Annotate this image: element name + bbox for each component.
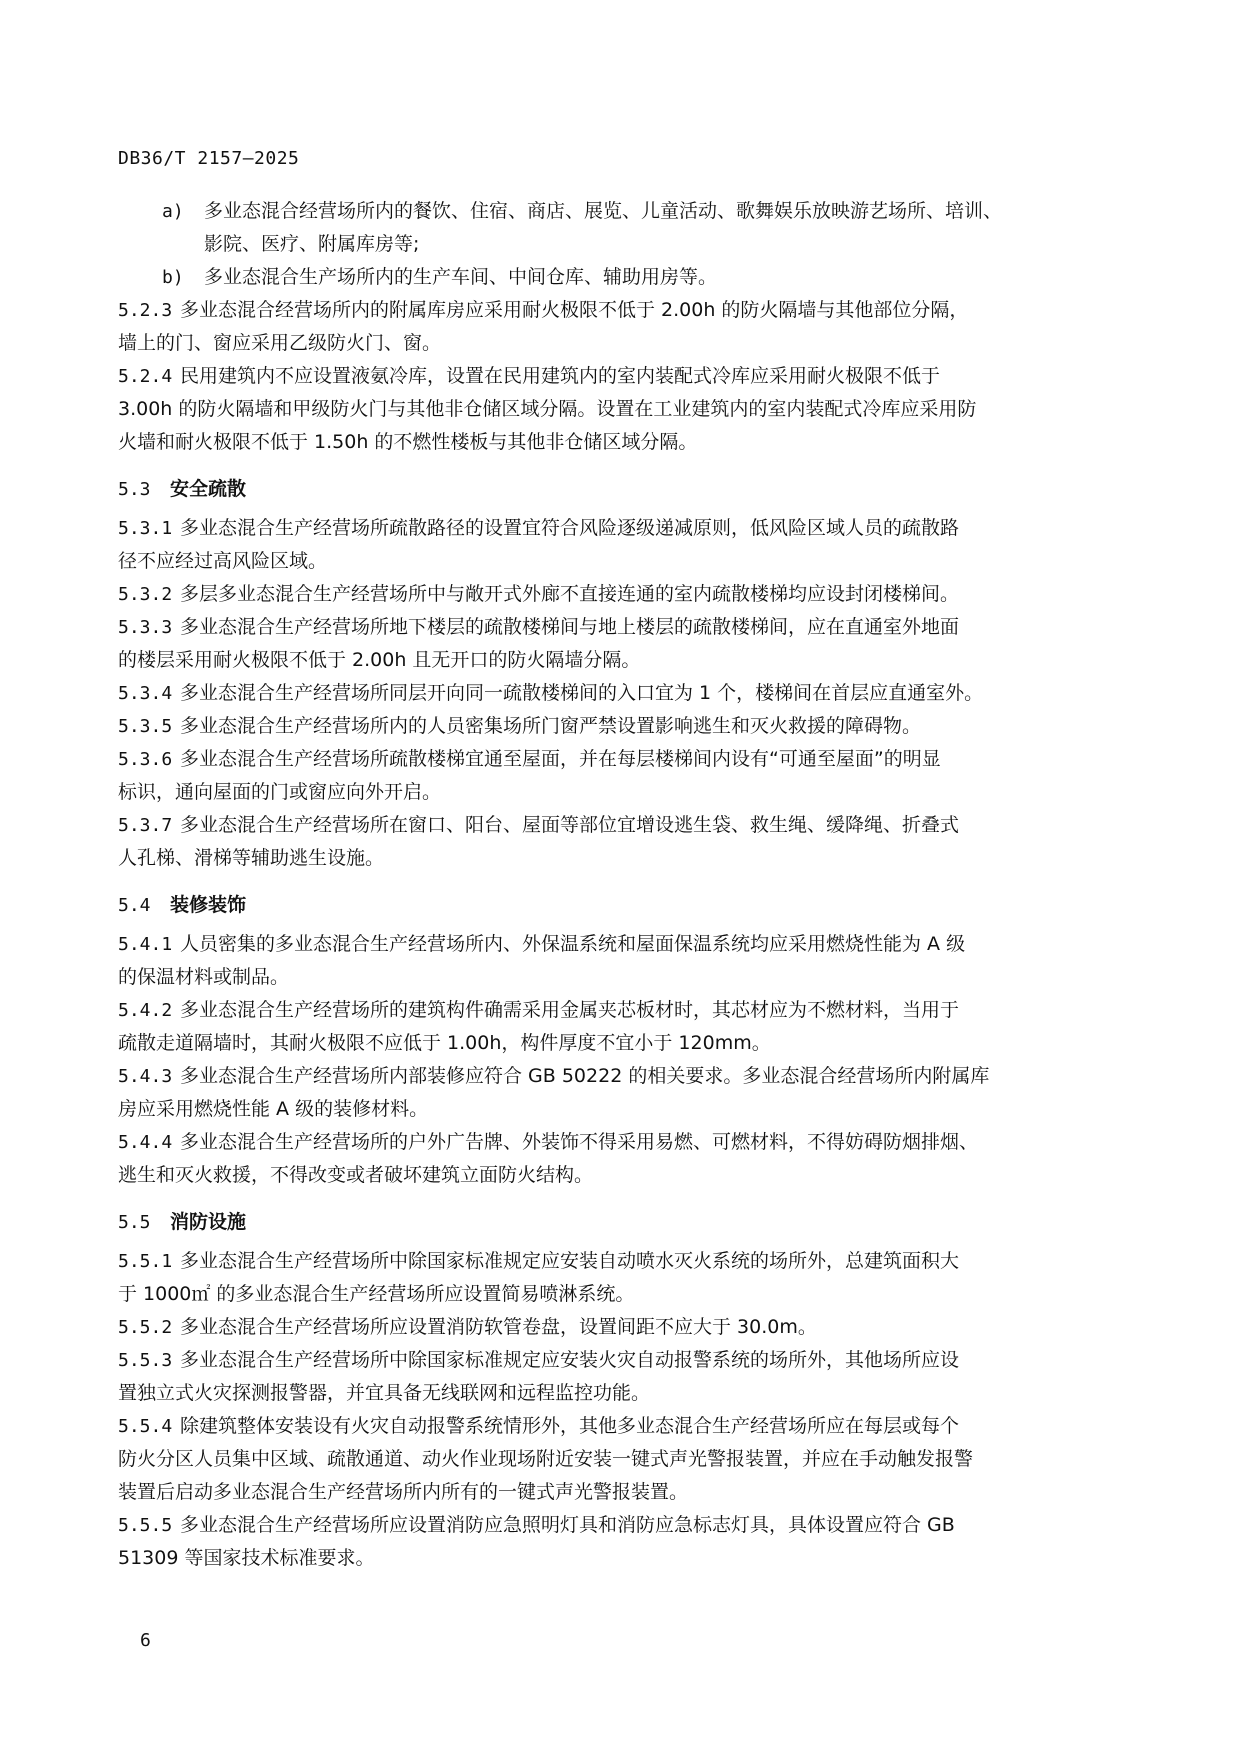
clause-text: 多业态混合生产经营场所内的人员密集场所门窗严禁设置影响逃生和灭火救援的障碍物。 [180,715,922,737]
clause-5-2-4-continuation: 3.00h 的防火隔墙和甲级防火门与其他非仓储区域分隔。设置在工业建筑内的室内装配式冷库应采用防 [118,398,977,420]
section-number: 5.5 [118,1212,151,1233]
clause-text: 除建筑整体安装设有火灾自动报警系统情形外，其他多业态混合生产经营场所应在每层或每个 [180,1415,960,1437]
clause-5-2-4-continuation: 火墙和耐火极限不低于 1.50h 的不燃性楼板与其他非仓储区域分隔。 [118,431,698,453]
clause-text: 多业态混合生产经营场所地下楼层的疏散楼梯间与地上楼层的疏散楼梯间，应在直通室外地面 [180,616,960,638]
clause-number: 5.4.4 [118,1132,173,1153]
clause-5-4-4-continuation: 逃生和灭火救援，不得改变或者破坏建筑立面防火结构。 [118,1164,594,1186]
clause-5-3-2 [118,578,1118,611]
clause-text: 多业态混合生产经营场所内部装修应符合 GB 50222 的相关要求。多业态混合经营场所内附属库 [180,1065,990,1087]
clause-5-4-4 [118,1126,1118,1159]
clause-5-3-1 [118,512,1118,545]
clause-5-3-7 [118,809,1118,842]
clause-5-2-3-continuation: 墙上的门、窗应采用乙级防火门、窗。 [118,332,442,354]
clause-5-5-4-continuation: 防火分区人员集中区域、疏散通道、动火作业现场附近安装一键式声光警报装置，并应在手动触发报警 [118,1448,974,1470]
section-heading-5-3 [118,473,1118,506]
clause-text: 多业态混合生产经营场所中除国家标准规定应安装火灾自动报警系统的场所外，其他场所应设 [180,1349,960,1371]
clause-number: 5.4.3 [118,1066,173,1087]
list-item-b [118,261,1118,294]
clause-5-2-3 [118,294,1118,327]
clause-text: 多层多业态混合生产经营场所中与敞开式外廊不直接连通的室内疏散楼梯均应设封闭楼梯间。 [180,583,960,605]
clause-5-3-3 [118,611,1118,644]
clause-number: 5.2.4 [118,366,173,387]
clause-number: 5.5.5 [118,1515,173,1536]
section-heading-5-4 [118,889,1118,922]
clause-5-5-3 [118,1344,1118,1377]
clause-5-5-2 [118,1311,1118,1344]
clause-text: 多业态混合经营场所内的附属库房应采用耐火极限不低于 2.00h 的防火隔墙与其他部位分隔， [180,299,969,321]
clause-5-5-5-continuation: 51309 等国家技术标准要求。 [118,1547,375,1569]
section-title: 安全疏散 [170,478,247,500]
clause-number: 5.3.7 [118,815,173,836]
clause-5-3-3-continuation: 的楼层采用耐火极限不低于 2.00h 且无开口的防火隔墙分隔。 [118,649,641,671]
clause-text: 多业态混合生产经营场所在窗口、阳台、屋面等部位宜增设逃生袋、救生绳、缓降绳、折叠式 [180,814,960,836]
clause-number: 5.5.1 [118,1251,173,1272]
clause-5-3-5 [118,710,1118,743]
list-item-a [118,195,1118,228]
clause-number: 5.3.3 [118,617,173,638]
clause-5-4-1-continuation: 的保温材料或制品。 [118,966,290,988]
section-title: 消防设施 [170,1211,247,1233]
clause-number: 5.4.2 [118,1000,173,1021]
section-title: 装修装饰 [170,894,247,916]
clause-5-3-6 [118,743,1118,776]
clause-5-4-1 [118,928,1118,961]
clause-text: 多业态混合生产经营场所应设置消防应急照明灯具和消防应急标志灯具，具体设置应符合 GB [180,1514,955,1536]
list-item-text: 多业态混合经营场所内的餐饮、住宿、商店、展览、儿童活动、歌舞娱乐放映游艺场所、培训、 [204,200,1003,222]
clause-5-5-4 [118,1410,1118,1443]
clause-5-5-1-continuation: 于 1000㎡ 的多业态混合生产经营场所应设置简易喷淋系统。 [118,1283,635,1305]
clause-5-5-5 [118,1509,1118,1542]
list-item-a-continuation: 影院、医疗、附属库房等; [204,233,420,255]
clause-5-5-1 [118,1245,1118,1278]
clause-5-3-7-continuation: 人孔梯、滑梯等辅助逃生设施。 [118,847,385,869]
list-item-label: a) [162,201,184,222]
clause-number: 5.5.4 [118,1416,173,1437]
clause-text: 多业态混合生产经营场所的户外广告牌、外装饰不得采用易燃、可燃材料，不得妨碍防烟排烟、 [180,1131,979,1153]
clause-number: 5.3.5 [118,716,173,737]
clause-5-3-6-continuation: 标识，通向屋面的门或窗应向外开启。 [118,781,442,803]
list-item-text: 多业态混合生产场所内的生产车间、中间仓库、辅助用房等。 [204,266,718,288]
clause-number: 5.5.3 [118,1350,173,1371]
clause-5-4-3-continuation: 房应采用燃烧性能 A 级的装修材料。 [118,1098,429,1120]
document-code-header: DB36/T 2157—2025 [118,148,300,169]
document-body [118,195,1118,1575]
clause-text: 多业态混合生产经营场所中除国家标准规定应安装自动喷水灭火系统的场所外，总建筑面积大 [180,1250,960,1272]
clause-5-5-3-continuation: 置独立式火灾探测报警器，并宜具备无线联网和远程监控功能。 [118,1382,651,1404]
clause-text: 多业态混合生产经营场所疏散楼梯宜通至屋面，并在每层楼梯间内设有“可通至屋面”的明显 [180,748,941,770]
clause-number: 5.5.2 [118,1317,173,1338]
clause-text: 多业态混合生产经营场所应设置消防软管卷盘，设置间距不应大于 30.0m。 [180,1316,817,1338]
list-item-label: b) [162,267,184,288]
clause-5-3-1-continuation: 径不应经过高风险区域。 [118,550,328,572]
section-number: 5.4 [118,895,151,916]
clause-number: 5.3.4 [118,683,173,704]
section-number: 5.3 [118,479,151,500]
clause-number: 5.4.1 [118,934,173,955]
clause-5-4-2-continuation: 疏散走道隔墙时，其耐火极限不应低于 1.00h，构件厚度不宜小于 120mm。 [118,1032,771,1054]
section-heading-5-5 [118,1206,1118,1239]
clause-5-4-2 [118,994,1118,1027]
clause-text: 多业态混合生产经营场所疏散路径的设置宜符合风险逐级递减原则，低风险区域人员的疏散路 [180,517,960,539]
clause-5-3-4 [118,677,1118,710]
clause-text: 民用建筑内不应设置液氨冷库，设置在民用建筑内的室内装配式冷库应采用耐火极限不低于 [180,365,941,387]
clause-text: 多业态混合生产经营场所同层开向同一疏散楼梯间的入口宜为 1 个，楼梯间在首层应直通室外。 [180,682,984,704]
clause-5-4-3 [118,1060,1118,1093]
clause-text: 多业态混合生产经营场所的建筑构件确需采用金属夹芯板材时，其芯材应为不燃材料，当用于 [180,999,960,1021]
clause-number: 5.3.6 [118,749,173,770]
clause-5-5-4-continuation: 装置后启动多业态混合生产经营场所内所有的一键式声光警报装置。 [118,1481,689,1503]
clause-number: 5.3.1 [118,518,173,539]
clause-number: 5.3.2 [118,584,173,605]
clause-5-2-4 [118,360,1118,393]
page-number: 6 [140,1630,151,1651]
clause-number: 5.2.3 [118,300,173,321]
clause-text: 人员密集的多业态混合生产经营场所内、外保温系统和屋面保温系统均应采用燃烧性能为 A 级 [180,933,966,955]
